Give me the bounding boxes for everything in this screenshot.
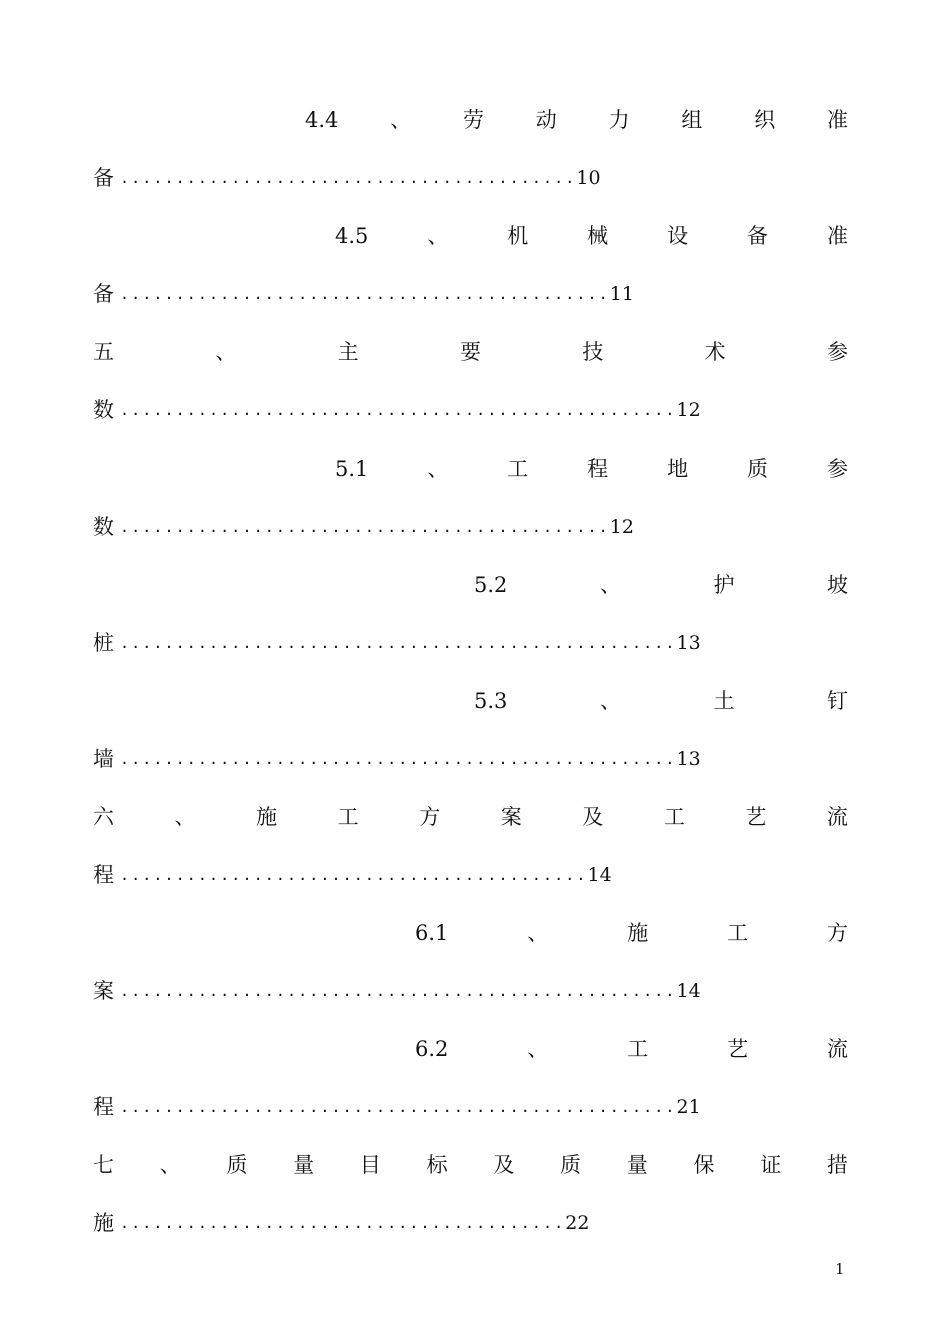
toc-char: 劳 [463,108,484,132]
toc-char: 目 [359,1153,381,1177]
toc-char: 措 [826,1153,848,1177]
toc-char: 及 [582,805,604,829]
toc-last-char: 桩 [93,631,114,655]
toc-char: 七 [93,1153,114,1177]
toc-dot-leader: .......................................... [120,866,588,884]
toc-char: 、 [527,921,549,945]
toc-char: 力 [608,108,630,132]
toc-char: 4.5 [335,224,369,248]
toc-char: 程 [587,457,609,481]
toc-char: 施 [627,921,649,945]
toc-page-number: 12 [609,516,634,538]
toc-char: 4.4 [305,108,339,132]
toc-entry-7-leader[interactable] [93,1205,589,1241]
toc-entry-6-1-leader[interactable] [93,973,701,1009]
toc-last-char: 案 [93,979,114,1003]
toc-page-number: 14 [676,980,701,1002]
toc-char: 流 [826,805,848,829]
toc-char: 主 [337,340,359,364]
toc-char: 地 [667,457,689,481]
toc-char: 及 [493,1153,515,1177]
toc-entry-4-4-title[interactable] [305,102,848,138]
toc-dot-leader: ............................................ [120,518,610,536]
toc-char: 艺 [745,805,767,829]
toc-char: 方 [419,805,441,829]
toc-dot-leader: ............................................ [120,285,610,303]
toc-last-char: 备 [93,282,114,306]
toc-char: 、 [599,573,621,597]
toc-char: 设 [667,224,689,248]
toc-dot-leader: ........................................ [120,1214,566,1232]
toc-entry-4-5-title[interactable] [335,218,848,254]
toc-char: 参 [826,457,848,481]
toc-last-char: 施 [93,1211,114,1235]
toc-dot-leader: .................................................. [120,750,677,768]
toc-char: 坡 [827,573,848,597]
toc-entry-7-title[interactable] [93,1147,848,1183]
toc-char: 6.1 [415,921,449,945]
toc-entry-5-1-title[interactable] [335,451,848,487]
toc-char: 工 [663,805,685,829]
page-number: 1 [835,1260,845,1278]
toc-char: 钉 [827,689,848,713]
toc-char: 、 [427,224,449,248]
toc-entry-5-2-title[interactable] [474,567,848,603]
toc-char: 质 [226,1153,248,1177]
toc-char: 质 [747,457,769,481]
toc-entry-6-1-title[interactable] [415,915,848,951]
toc-char: 艺 [727,1037,749,1061]
toc-entry-5-2-leader[interactable] [93,625,701,661]
toc-char: 参 [826,340,848,364]
toc-entry-6-2-title[interactable] [415,1031,848,1067]
toc-entry-5-title[interactable] [93,334,848,370]
toc-char: 组 [681,108,703,132]
toc-char: 6.2 [415,1037,449,1061]
toc-dot-leader: .................................................. [120,634,677,652]
toc-char: 量 [293,1153,315,1177]
toc-entry-5-3-leader[interactable] [93,741,701,777]
toc-last-char: 数 [93,515,114,539]
toc-entry-6-2-leader[interactable] [93,1089,701,1125]
toc-char: 技 [582,340,604,364]
toc-last-char: 程 [93,863,114,887]
toc-char: 工 [337,805,359,829]
toc-char: 证 [760,1153,782,1177]
toc-char: 标 [426,1153,448,1177]
toc-entry-4-5-leader[interactable] [93,276,634,312]
toc-char: 五 [93,340,114,364]
toc-char: 、 [390,108,412,132]
toc-dot-leader: .................................................. [120,1098,677,1116]
toc-char: 、 [427,457,449,481]
toc-char: 施 [256,805,278,829]
toc-char: 保 [693,1153,715,1177]
toc-dot-leader: .................................................. [120,401,677,419]
toc-page-number: 13 [676,748,701,770]
toc-entry-5-3-title[interactable] [474,683,848,719]
toc-char: 要 [459,340,481,364]
toc-char: 、 [159,1153,181,1177]
toc-char: 5.3 [474,689,508,713]
toc-char: 动 [535,108,557,132]
toc-char: 、 [599,689,621,713]
toc-char: 准 [826,108,848,132]
toc-entry-6-leader[interactable] [93,857,612,893]
toc-char: 、 [215,340,237,364]
toc-page-number: 21 [676,1096,701,1118]
toc-last-char: 程 [93,1095,114,1119]
toc-last-char: 墙 [93,747,114,771]
toc-char: 、 [527,1037,549,1061]
toc-dot-leader: ......................................... [120,169,577,187]
toc-char: 备 [747,224,769,248]
toc-char: 方 [826,921,848,945]
toc-dot-leader: .................................................. [120,982,677,1000]
toc-char: 土 [713,689,735,713]
toc-char: 机 [507,224,529,248]
toc-entry-5-leader[interactable] [93,392,701,428]
toc-char: 工 [727,921,749,945]
toc-char: 织 [754,108,776,132]
toc-page-number: 12 [676,399,701,421]
toc-char: 工 [627,1037,649,1061]
toc-char: 流 [826,1037,848,1061]
toc-char: 案 [500,805,522,829]
toc-char: 5.2 [474,573,508,597]
toc-char: 准 [826,224,848,248]
toc-char: 工 [507,457,529,481]
toc-entry-4-4-leader[interactable] [93,160,601,196]
toc-last-char: 数 [93,398,114,422]
toc-page-number: 10 [576,167,601,189]
toc-char: 械 [587,224,609,248]
toc-char: 、 [174,805,196,829]
toc-char: 质 [560,1153,582,1177]
toc-char: 六 [93,805,114,829]
toc-page-number: 13 [676,632,701,654]
toc-char: 护 [713,573,735,597]
toc-char: 量 [626,1153,648,1177]
toc-last-char: 备 [93,166,114,190]
toc-page-number: 11 [609,283,634,305]
toc-char: 5.1 [335,457,369,481]
toc-entry-5-1-leader[interactable] [93,509,634,545]
toc-entry-6-title[interactable] [93,799,848,835]
toc-page-number: 22 [565,1212,590,1234]
toc-page-number: 14 [587,864,612,886]
toc-char: 术 [704,340,726,364]
